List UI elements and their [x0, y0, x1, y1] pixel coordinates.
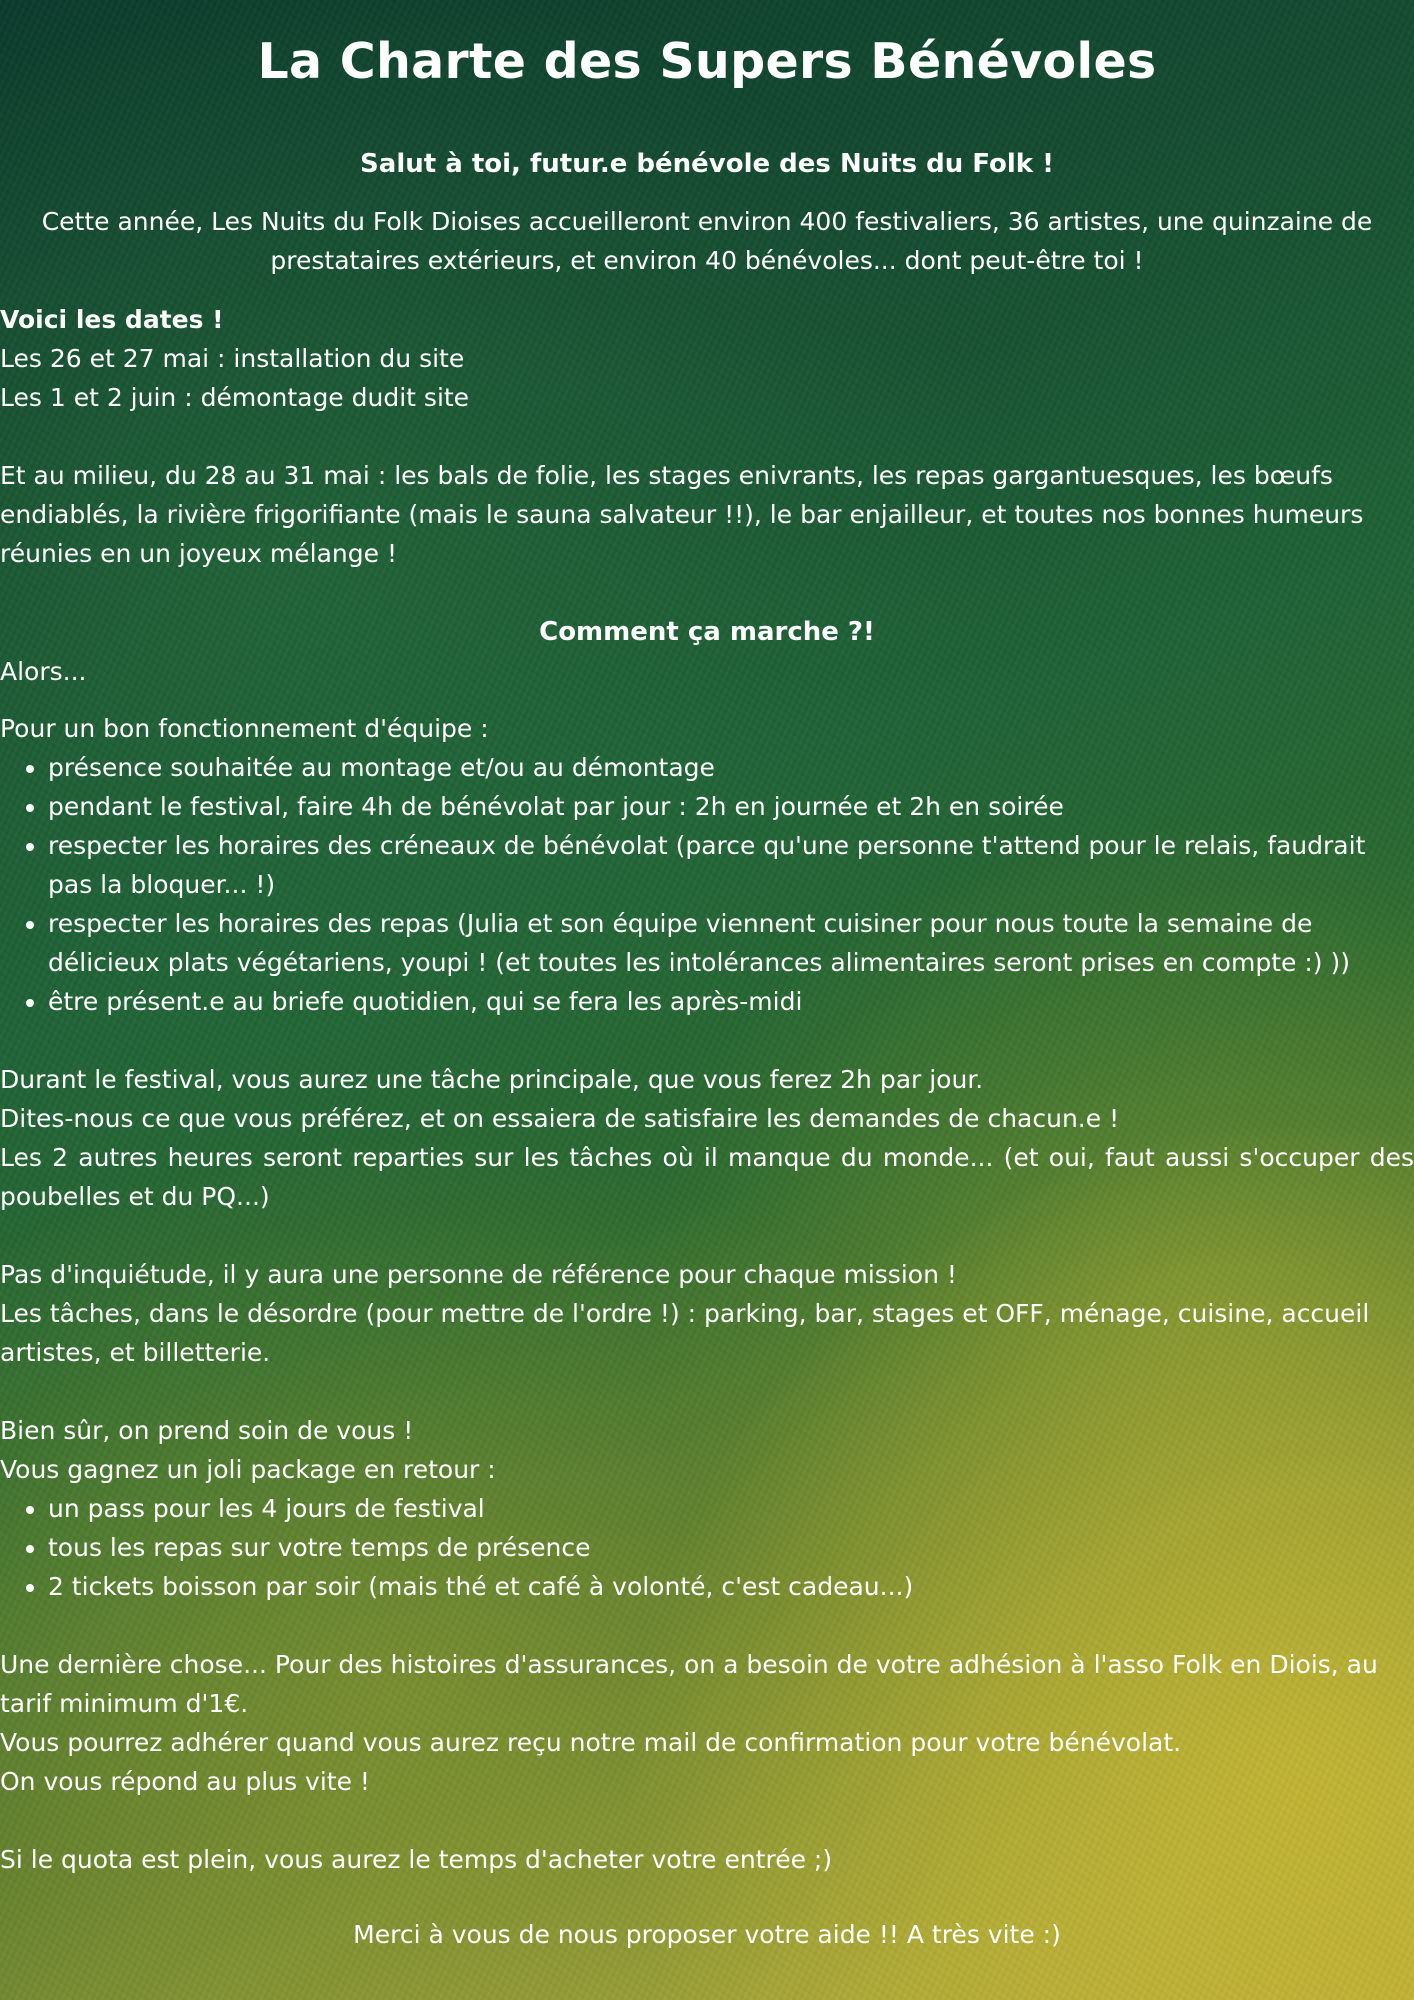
team-intro: Pour un bon fonctionnement d'équipe :: [0, 714, 489, 743]
alors-text: Alors...: [0, 657, 87, 686]
list-item: • tous les repas sur votre temps de présence: [48, 1528, 1414, 1567]
greeting-heading: Salut à toi, futur.e bénévole des Nuits du Folk !: [360, 149, 1054, 179]
spacer: [0, 1372, 1414, 1411]
list-item: • respecter les horaires des créneaux de bénévolat (parce qu'une personne t'attend pour le relais, faudrait pas la bloquer... !): [48, 826, 1414, 904]
closing-message: Merci à vous de nous proposer votre aide !! A très vite :): [353, 1920, 1061, 1949]
spacer: [0, 691, 1414, 709]
tasks-list: Les tâches, dans le désordre (pour mettre de l'ordre !) : parking, bar, stages et OFF, ménage, cuisine, accueil artistes, et billetterie.: [0, 1299, 1370, 1367]
dates-heading: Voici les dates !: [0, 305, 224, 334]
dates-section: [0, 300, 1414, 573]
tasks-main: Durant le festival, vous aurez une tâche principale, que vous ferez 2h par jour.: [0, 1065, 984, 1094]
tasks-section: [0, 1060, 1414, 1372]
dates-installation: Les 26 et 27 mai : installation du site: [0, 344, 465, 373]
list-item: • 2 tickets boisson par soir (mais thé et café à volonté, c'est cadeau...): [48, 1567, 1414, 1606]
dates-festival-description: Et au milieu, du 28 au 31 mai : les bals de folie, les stages enivrants, les repas gargantuesques, les bœufs endiablés, la rivière frigorifiante (mais le sauna salvateur !!), le bar enjailleur, et toutes nos bonnes humeurs réunies en un joyeux mélange !: [0, 461, 1364, 568]
list-item: • respecter les horaires des repas (Julia et son équipe viennent cuisiner pour nous toute la semaine de délicieux plats végétariens, youpi ! (et toutes les intolérances alimentaires seront prises en compte :) )): [48, 904, 1414, 982]
how-heading: Comment ça marche ?!: [539, 617, 875, 647]
spacer: [0, 1801, 1414, 1840]
care-intro: Bien sûr, on prend soin de vous !: [0, 1416, 414, 1445]
membership-insurance: Une dernière chose... Pour des histoires d'assurances, on a besoin de votre adhésion à l'asso Folk en Diois, au tarif minimum d'1€.: [0, 1650, 1378, 1718]
page-title: La Charte des Supers Bénévoles: [257, 33, 1157, 90]
list-item: • pendant le festival, faire 4h de bénévolat par jour : 2h en journée et 2h en soirée: [48, 787, 1414, 826]
membership-reply: On vous répond au plus vite !: [0, 1767, 370, 1796]
list-item: • être présent.e au briefe quotidien, qui se fera les après-midi: [48, 982, 1414, 1021]
spacer: [0, 1021, 1414, 1060]
rules-list: [0, 748, 1414, 1021]
quota-note: Si le quota est plein, vous aurez le temps d'acheter votre entrée ;): [0, 1845, 833, 1874]
spacer: [0, 1216, 1414, 1255]
spacer: [0, 417, 1414, 456]
spacer: [0, 1879, 1414, 1915]
how-section: [0, 612, 1414, 1021]
dates-dismantling: Les 1 et 2 juin : démontage dudit site: [0, 383, 470, 412]
tasks-reference: Pas d'inquiétude, il y aura une personne de référence pour chaque mission !: [0, 1260, 957, 1289]
tasks-preferences: Dites-nous ce que vous préférez, et on essaiera de satisfaire les demandes de chacun.e !: [0, 1104, 1120, 1133]
membership-section: [0, 1645, 1414, 1801]
list-item: • un pass pour les 4 jours de festival: [48, 1489, 1414, 1528]
intro-paragraph: Cette année, Les Nuits du Folk Dioises accueilleront environ 400 festivaliers, 36 artistes, une quinzaine de prestataires extérieurs, et environ 40 bénévoles... dont peut-être toi !: [41, 207, 1373, 275]
tasks-other-hours: Les 2 autres heures seront reparties sur les tâches où il manque du monde... (et oui, faut aussi s'occuper des poubelles et du PQ...): [0, 1143, 1414, 1211]
list-item: • présence souhaitée au montage et/ou au démontage: [48, 748, 1414, 787]
care-section: [0, 1411, 1414, 1606]
perks-list: [0, 1489, 1414, 1606]
care-package: Vous gagnez un joli package en retour :: [0, 1455, 496, 1484]
spacer: [0, 1606, 1414, 1645]
membership-when: Vous pourrez adhérer quand vous aurez reçu notre mail de confirmation pour votre bénévolat.: [0, 1728, 1182, 1757]
